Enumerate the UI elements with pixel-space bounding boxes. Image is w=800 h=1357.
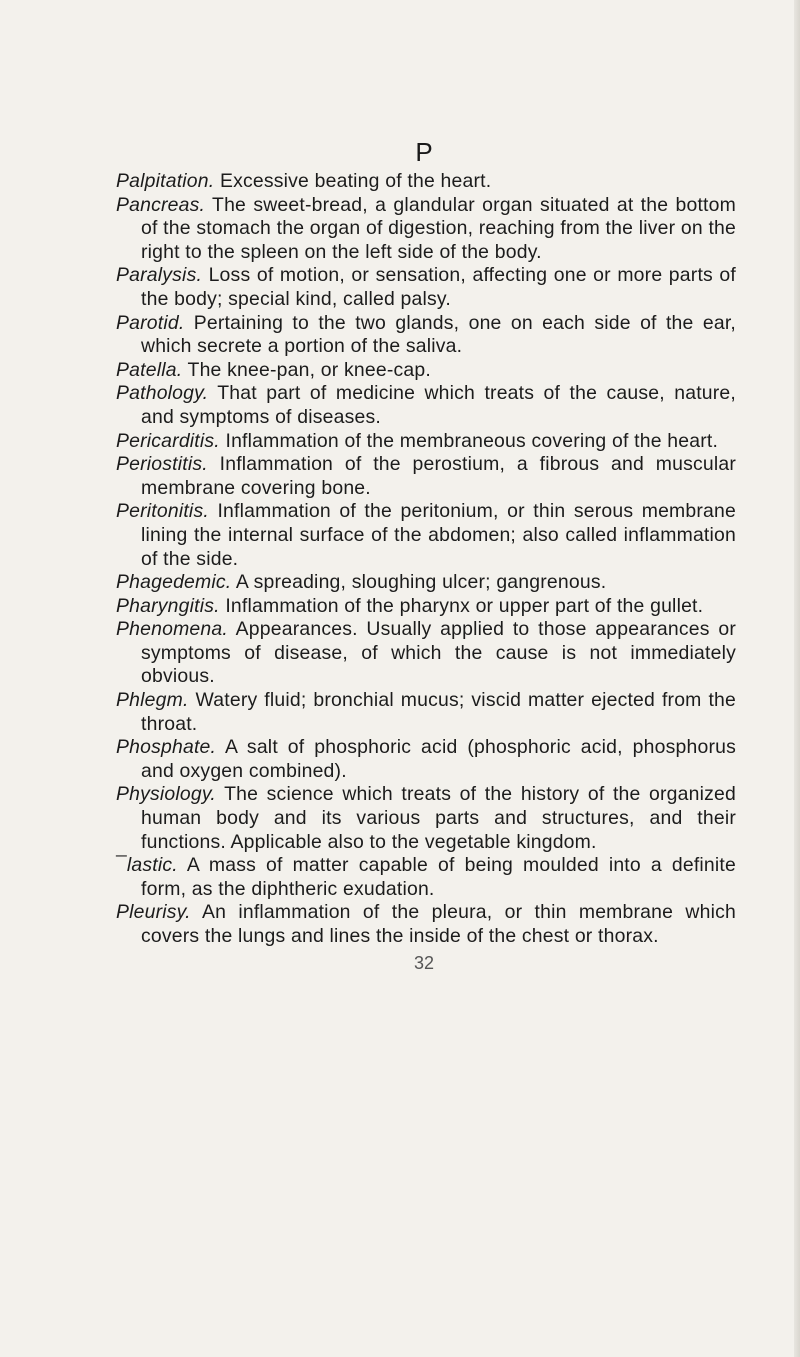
glossary-entry <box>116 901 736 948</box>
glossary-entry <box>116 264 736 311</box>
entry-definition: Appearances. Usually applied to those appearances or symptoms of disease, of which the cause is not immediately obvious. <box>141 618 736 688</box>
glossary-entry <box>116 194 736 265</box>
entry-term: ¯lastic. <box>116 854 178 877</box>
entry-definition: Excessive beating of the heart. <box>219 170 492 192</box>
entry-term: Parotid. <box>116 311 185 334</box>
entry-term: Phenomena. <box>116 618 228 641</box>
entry-definition: The knee-pan, or knee-cap. <box>187 358 431 381</box>
entry-term: Physiology. <box>116 783 216 806</box>
entry-definition: Inflammation of the membraneous covering of the heart. <box>225 429 719 452</box>
glossary-entry <box>116 736 736 783</box>
entry-term: Peritonitis. <box>116 500 209 523</box>
entry-term: Pericarditis. <box>116 429 220 452</box>
entry-definition: Loss of motion, or sensation, affecting one or more parts of the body; special kind, called palsy. <box>141 264 736 310</box>
entry-term: Phosphate. <box>116 736 217 759</box>
entry-definition: The sweet-bread, a glandular organ situated at the bottom of the stomach the organ of digestion, reaching from the liver on the right to the spleen on the left side of the body. <box>141 193 736 263</box>
glossary-entry <box>116 312 736 359</box>
entry-term: Periostitis. <box>116 453 208 476</box>
glossary-entry <box>116 783 736 854</box>
entry-term: Pleurisy. <box>116 901 191 924</box>
entry-definition: The science which treats of the history of the organized human body and its various parts and structures, and their functions. Applicable also to the vegetable kingdom. <box>141 783 736 853</box>
entry-definition: Inflammation of the pharynx or upper part of the gullet. <box>225 594 704 617</box>
entry-definition: An inflammation of the pleura, or thin membrane which covers the lungs and lines the inside of the chest or thorax. <box>141 901 736 947</box>
entry-term: Paralysis. <box>116 264 203 287</box>
glossary-entry <box>116 854 736 901</box>
glossary-entry <box>116 618 736 689</box>
entry-term: Phlegm. <box>116 689 189 712</box>
entry-definition: A mass of matter capable of being moulded into a definite form, as the diphtheric exudation. <box>141 854 736 900</box>
glossary-entry <box>116 430 736 454</box>
glossary-entry <box>116 382 736 429</box>
entry-definition: A spreading, sloughing ulcer; gangrenous. <box>235 571 607 594</box>
glossary-entries <box>116 170 736 949</box>
entry-term: Pancreas. <box>116 193 206 216</box>
entry-term: Pharyngitis. <box>116 594 220 617</box>
glossary-entry <box>116 359 736 383</box>
glossary-entry <box>116 571 736 595</box>
entry-definition: A salt of phosphoric acid (phosphoric acid, phosphorus and oxygen combined). <box>141 736 736 782</box>
page-number: 32 <box>413 953 435 973</box>
glossary-entry <box>116 595 736 619</box>
glossary-entry <box>116 170 736 194</box>
section-letter: P <box>415 137 433 167</box>
glossary-entry <box>116 689 736 736</box>
entry-term: Patella. <box>116 358 183 381</box>
entry-term: Phagedemic. <box>116 571 232 594</box>
entry-term: Pathology. <box>116 382 209 405</box>
entry-term: Palpitation. <box>116 170 215 192</box>
entry-definition: Inflammation of the peritonium, or thin serous membrane lining the internal surface of the abdomen; also called inflammation of the side. <box>141 500 737 570</box>
page-edge-shadow <box>794 0 800 1357</box>
entry-definition: That part of medicine which treats of the cause, nature, and symptoms of diseases. <box>141 382 736 428</box>
entry-definition: Pertaining to the two glands, one on each side of the ear, which secrete a portion of the saliva. <box>141 311 737 358</box>
glossary-entry <box>116 500 736 571</box>
entry-definition: Watery fluid; bronchial mucus; viscid matter ejected from the throat. <box>141 689 737 735</box>
glossary-entry <box>116 453 736 500</box>
entry-definition: Inflammation of the perostium, a fibrous and muscular membrane covering bone. <box>141 453 736 499</box>
